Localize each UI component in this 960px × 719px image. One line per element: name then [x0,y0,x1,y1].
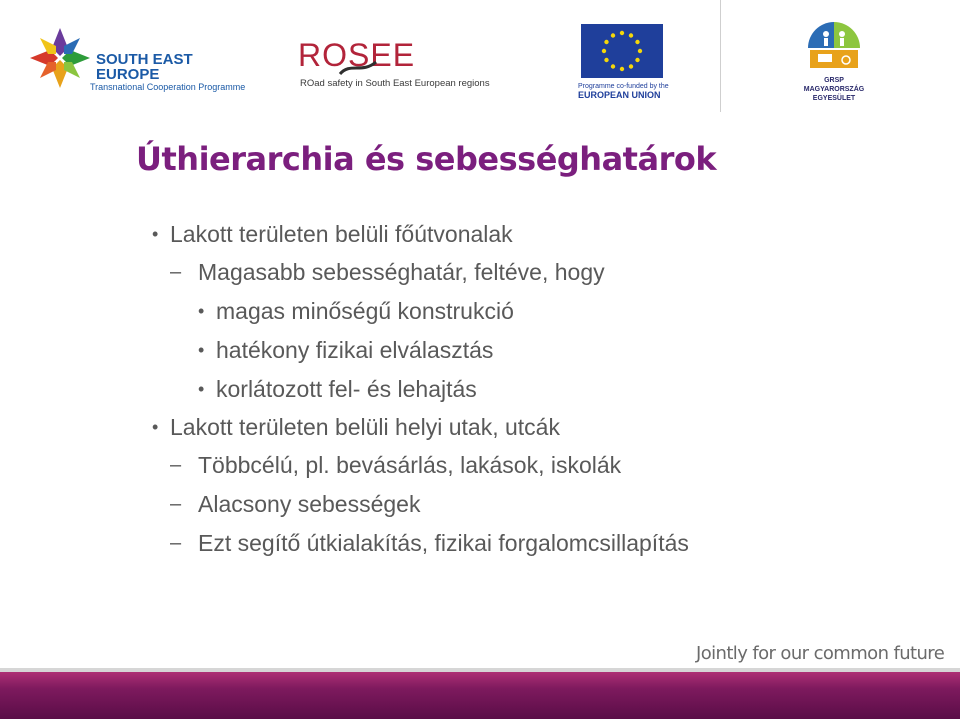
see-logo-subtitle: Transnational Cooperation Programme [90,82,246,92]
dash-icon: – [170,454,182,476]
list-item [170,529,689,557]
dash-icon: – [170,261,182,283]
rosee-tagline: ROad safety in South East European regions [300,78,490,89]
list-item [152,413,560,441]
grsp-logo [798,20,870,108]
list-item-text: hatékony fizikai elválasztás [216,337,494,363]
see-logo-name: SOUTH EAST EUROPE [96,51,193,83]
list-item-text: Lakott területen belüli helyi utak, utcák [170,414,560,440]
footer-slogan: Jointly for our common future [696,643,945,664]
list-item [152,220,513,248]
bullet-icon: • [198,340,205,360]
list-item-text: Ezt segítő útkialakítás, fizikai forgalomcsillapítás [198,530,689,556]
bullet-icon: • [152,224,159,244]
eu-cofunded-logo [578,24,678,104]
list-item [198,336,494,364]
footer-band [0,668,960,719]
bullet-icon: • [198,379,205,399]
star-flower-icon [28,26,92,90]
eu-logo-text: Programme co-funded by the EUROPEAN UNION [578,83,669,100]
rosee-logo [298,38,518,98]
road-curve-icon [338,60,378,76]
bullet-icon: • [152,417,159,437]
list-item-text: korlátozott fel- és lehajtás [216,376,477,402]
list-item [198,297,514,325]
list-item-text: Alacsony sebességek [198,491,421,517]
rosee-wordmark: ROSEE [298,37,416,73]
header-divider [720,0,721,112]
slide-title: Úthierarchia és sebességhatárok [136,140,717,178]
bullet-icon: • [198,301,205,321]
list-item-text: magas minőségű konstrukció [216,298,514,324]
list-item-text: Lakott területen belüli főútvonalak [170,221,513,247]
list-item [170,258,605,286]
south-east-europe-logo [28,22,246,102]
list-item-text: Többcélú, pl. bevásárlás, lakások, iskolák [198,452,622,478]
grsp-logo-text: GRSP MAGYARORSZÁG EGYESÜLET [803,77,865,102]
eu-flag-icon [581,24,663,78]
header-logos [0,0,960,120]
list-item [198,375,477,403]
dash-icon: – [170,493,182,515]
traffic-users-icon [804,20,864,72]
list-item [170,451,622,479]
list-item [170,490,421,518]
dash-icon: – [170,532,182,554]
list-item-text: Magasabb sebességhatár, feltéve, hogy [198,259,605,285]
